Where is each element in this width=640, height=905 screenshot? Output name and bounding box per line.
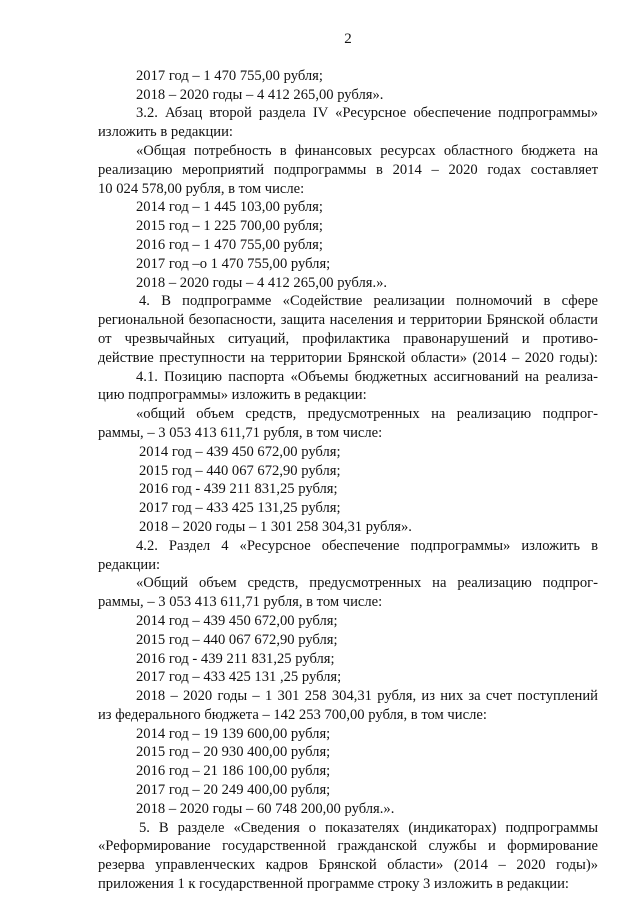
text-line: 2017 год – 1 470 755,00 рубля; <box>136 67 323 84</box>
text-line: раммы, – 3 053 413 611,71 рубля, в том числе: <box>98 424 383 441</box>
text-line: «Общая потребность в финансовых ресурсах областного бюджета на <box>136 142 598 159</box>
text-line: 2014 год – 1 445 103,00 рубля; <box>136 199 323 216</box>
text-line: 2017 год – 433 425 131 ,25 рубля; <box>136 669 342 686</box>
text-line: раммы, – 3 053 413 611,71 рубля, в том числе: <box>98 594 383 611</box>
text-line: 4. В подпрограмме «Содействие реализации полномочий в сфере <box>139 293 598 310</box>
text-line: 2015 год – 440 067 672,90 рубля; <box>136 631 338 648</box>
text-line: 2016 год – 21 186 100,00 рубля; <box>136 763 331 780</box>
text-line: 2017 год – 433 425 131,25 рубля; <box>139 500 341 517</box>
text-line: «Реформирование государственной гражданской службы и формирование <box>98 838 598 855</box>
text-line: 2016 год - 439 211 831,25 рубля; <box>139 481 338 498</box>
text-line: 2018 – 2020 годы – 4 412 265,00 рубля». <box>136 86 384 103</box>
text-line: «общий объем средств, предусмотренных на реализацию подпрог- <box>136 406 598 423</box>
text-line: изложить в редакции: <box>98 124 233 141</box>
text-line: 4.2. Раздел 4 «Ресурсное обеспечение подпрограммы» изложить в <box>136 537 598 554</box>
page-number: 2 <box>344 31 352 47</box>
text-line: 2014 год – 19 139 600,00 рубля; <box>136 725 331 742</box>
text-line: от чрезвычайных ситуаций, профилактика правонарушений и противо- <box>98 330 598 347</box>
text-line: 2015 год – 440 067 672,90 рубля; <box>139 462 341 479</box>
text-line: региональной безопасности, защита населения и территории Брянской области <box>98 312 598 329</box>
text-line: 2014 год – 439 450 672,00 рубля; <box>139 443 341 460</box>
text-line: редакции: <box>98 556 161 573</box>
text-line: резерва управленческих кадров Брянской области» (2014 – 2020 годы)» <box>98 857 598 874</box>
text-line: 2016 год – 1 470 755,00 рубля; <box>136 236 323 253</box>
document-body <box>98 67 598 894</box>
text-line: приложения 1 к государственной программе строку 3 изложить в редакции: <box>98 876 569 893</box>
text-line: 2016 год - 439 211 831,25 рубля; <box>136 650 335 667</box>
text-line: «Общий объем средств, предусмотренных на реализацию подпрог- <box>136 575 598 592</box>
text-line: 2018 – 2020 годы – 1 301 258 304,31 рубля, из них за счет поступлений <box>136 688 598 705</box>
text-line: 2018 – 2020 годы – 60 748 200,00 рубля.». <box>136 800 395 817</box>
text-line: 2018 – 2020 годы – 1 301 258 304,31 рубля». <box>139 518 412 535</box>
text-line: действие преступности на территории Брянской области» (2014 – 2020 годы): <box>98 349 598 366</box>
text-line: 3.2. Абзац второй раздела IV «Ресурсное обеспечение подпрограммы» <box>136 105 598 122</box>
text-line: 5. В разделе «Сведения о показателях (индикаторах) подпрограммы <box>139 819 598 836</box>
text-line: 4.1. Позицию паспорта «Объемы бюджетных ассигнований на реализа- <box>136 368 598 385</box>
text-line: 2017 год – 20 249 400,00 рубля; <box>136 782 331 799</box>
text-line: реализацию мероприятий подпрограммы в 2014 – 2020 годах составляет <box>98 161 598 178</box>
text-line: цию подпрограммы» изложить в редакции: <box>98 387 367 404</box>
text-line: 2015 год – 20 930 400,00 рубля; <box>136 744 331 761</box>
text-line: 10 024 578,00 рубля, в том числе: <box>98 180 305 197</box>
text-line: 2017 год –о 1 470 755,00 рубля; <box>136 255 331 272</box>
text-line: 2018 – 2020 годы – 4 412 265,00 рубля.». <box>136 274 388 291</box>
text-line: из федерального бюджета – 142 253 700,00 рубля, в том числе: <box>98 706 487 723</box>
text-line: 2014 год – 439 450 672,00 рубля; <box>136 612 338 629</box>
text-line: 2015 год – 1 225 700,00 рубля; <box>136 218 323 235</box>
